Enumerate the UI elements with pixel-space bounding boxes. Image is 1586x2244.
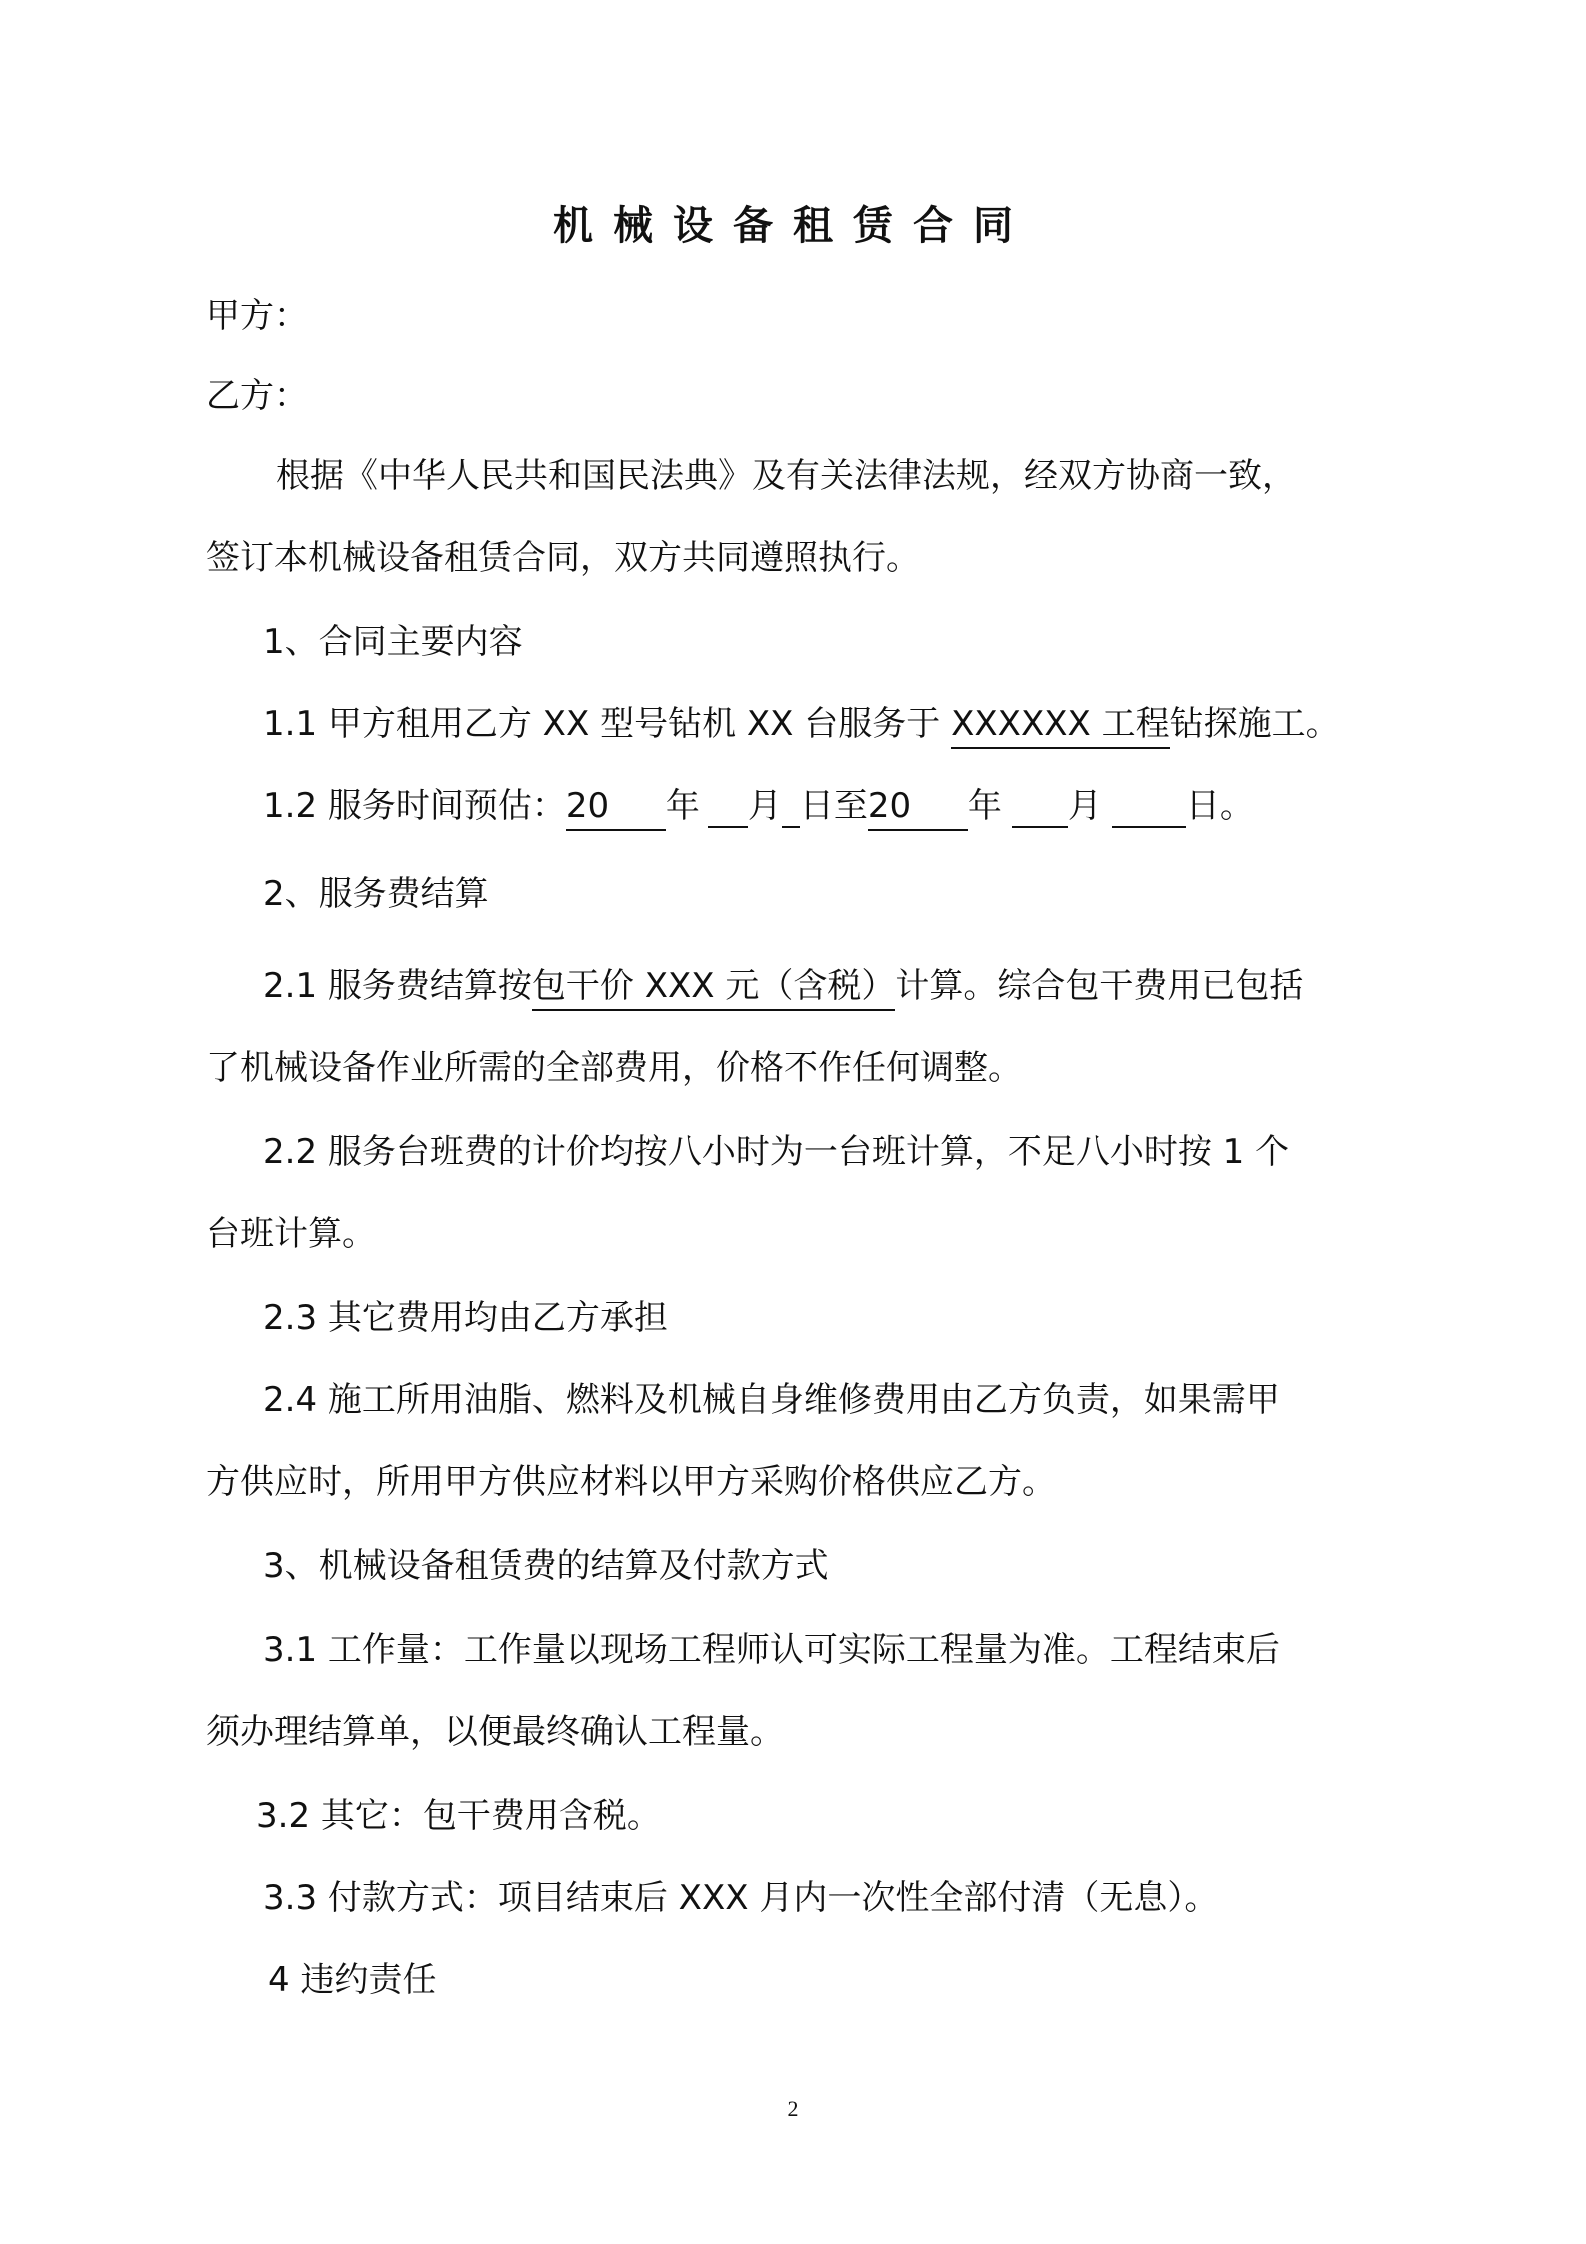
section-4-heading: 4 违约责任 — [268, 1960, 437, 2000]
start-day-blank — [782, 782, 800, 828]
clause-3-1-line-2: 须办理结算单，以便最终确认工程量。 — [206, 1712, 784, 1752]
clause-1-1-end: 钻探施工。 — [1169, 704, 1340, 744]
document-title: 机械设备租赁合同 — [553, 203, 1033, 249]
lump-sum-price-underlined: 包干价 XXX 元（含税） — [532, 963, 896, 1011]
clause-3-2: 3.2 其它：包干费用含税。 — [256, 1796, 661, 1836]
clause-2-4-line-2: 方供应时，所用甲方供应材料以甲方采购价格供应乙方。 — [206, 1462, 1056, 1502]
clause-2-3: 2.3 其它费用均由乙方承担 — [263, 1298, 668, 1338]
party-a-label: 甲方： — [206, 296, 308, 336]
clause-2-4-line-1: 2.4 施工所用油脂、燃料及机械自身维修费用由乙方负责，如果需甲 — [263, 1380, 1280, 1420]
section-2-heading: 2、服务费结算 — [263, 874, 489, 914]
intro-line-2: 签订本机械设备租赁合同，双方共同遵照执行。 — [206, 538, 920, 578]
party-b-label: 乙方： — [206, 376, 308, 416]
clause-1-2 — [263, 776, 1254, 836]
start-month-blank — [708, 782, 748, 828]
start-year-unit: 年 — [665, 786, 700, 826]
intro-line-1: 根据《中华人民共和国民法典》及有关法律法规，经双方协商一致， — [276, 456, 1296, 496]
clause-3-3: 3.3 付款方式：项目结束后 XXX 月内一次性全部付清（无息）。 — [263, 1878, 1219, 1918]
clause-2-1-line-1 — [263, 956, 1303, 1016]
end-month-unit: 月 — [1067, 786, 1102, 826]
end-year-field: 20 — [868, 783, 968, 831]
end-day-blank — [1112, 782, 1186, 828]
clause-2-1-line-2: 了机械设备作业所需的全部费用，价格不作任何调整。 — [206, 1048, 1022, 1088]
start-day-unit: 日至 — [799, 786, 868, 826]
section-1-heading: 1、合同主要内容 — [263, 622, 523, 662]
end-month-blank — [1012, 782, 1068, 828]
clause-1-1 — [263, 694, 1340, 754]
clause-2-2-line-2: 台班计算。 — [206, 1214, 376, 1254]
page-number: 2 — [787, 2096, 799, 2121]
section-3-heading: 3、机械设备租赁费的结算及付款方式 — [263, 1546, 829, 1586]
service-time-label: 1.2 服务时间预估： — [263, 786, 566, 826]
clause-2-1-text: 2.1 服务费结算按 — [263, 966, 532, 1006]
end-day-unit: 日。 — [1185, 786, 1254, 826]
start-year-field: 20 — [566, 783, 666, 831]
end-year-unit: 年 — [967, 786, 1002, 826]
project-name-underlined: XXXXXX 工程 — [951, 701, 1170, 749]
clause-3-1-line-1: 3.1 工作量：工作量以现场工程师认可实际工程量为准。工程结束后 — [263, 1630, 1280, 1670]
clause-2-1-text-end: 计算。综合包干费用已包括 — [895, 966, 1304, 1006]
clause-2-2-line-1: 2.2 服务台班费的计价均按八小时为一台班计算，不足八小时按 1 个 — [263, 1132, 1290, 1172]
clause-1-1-text: 1.1 甲方租用乙方 XX 型号钻机 XX 台服务于 — [263, 704, 952, 744]
start-month-unit: 月 — [747, 786, 782, 826]
